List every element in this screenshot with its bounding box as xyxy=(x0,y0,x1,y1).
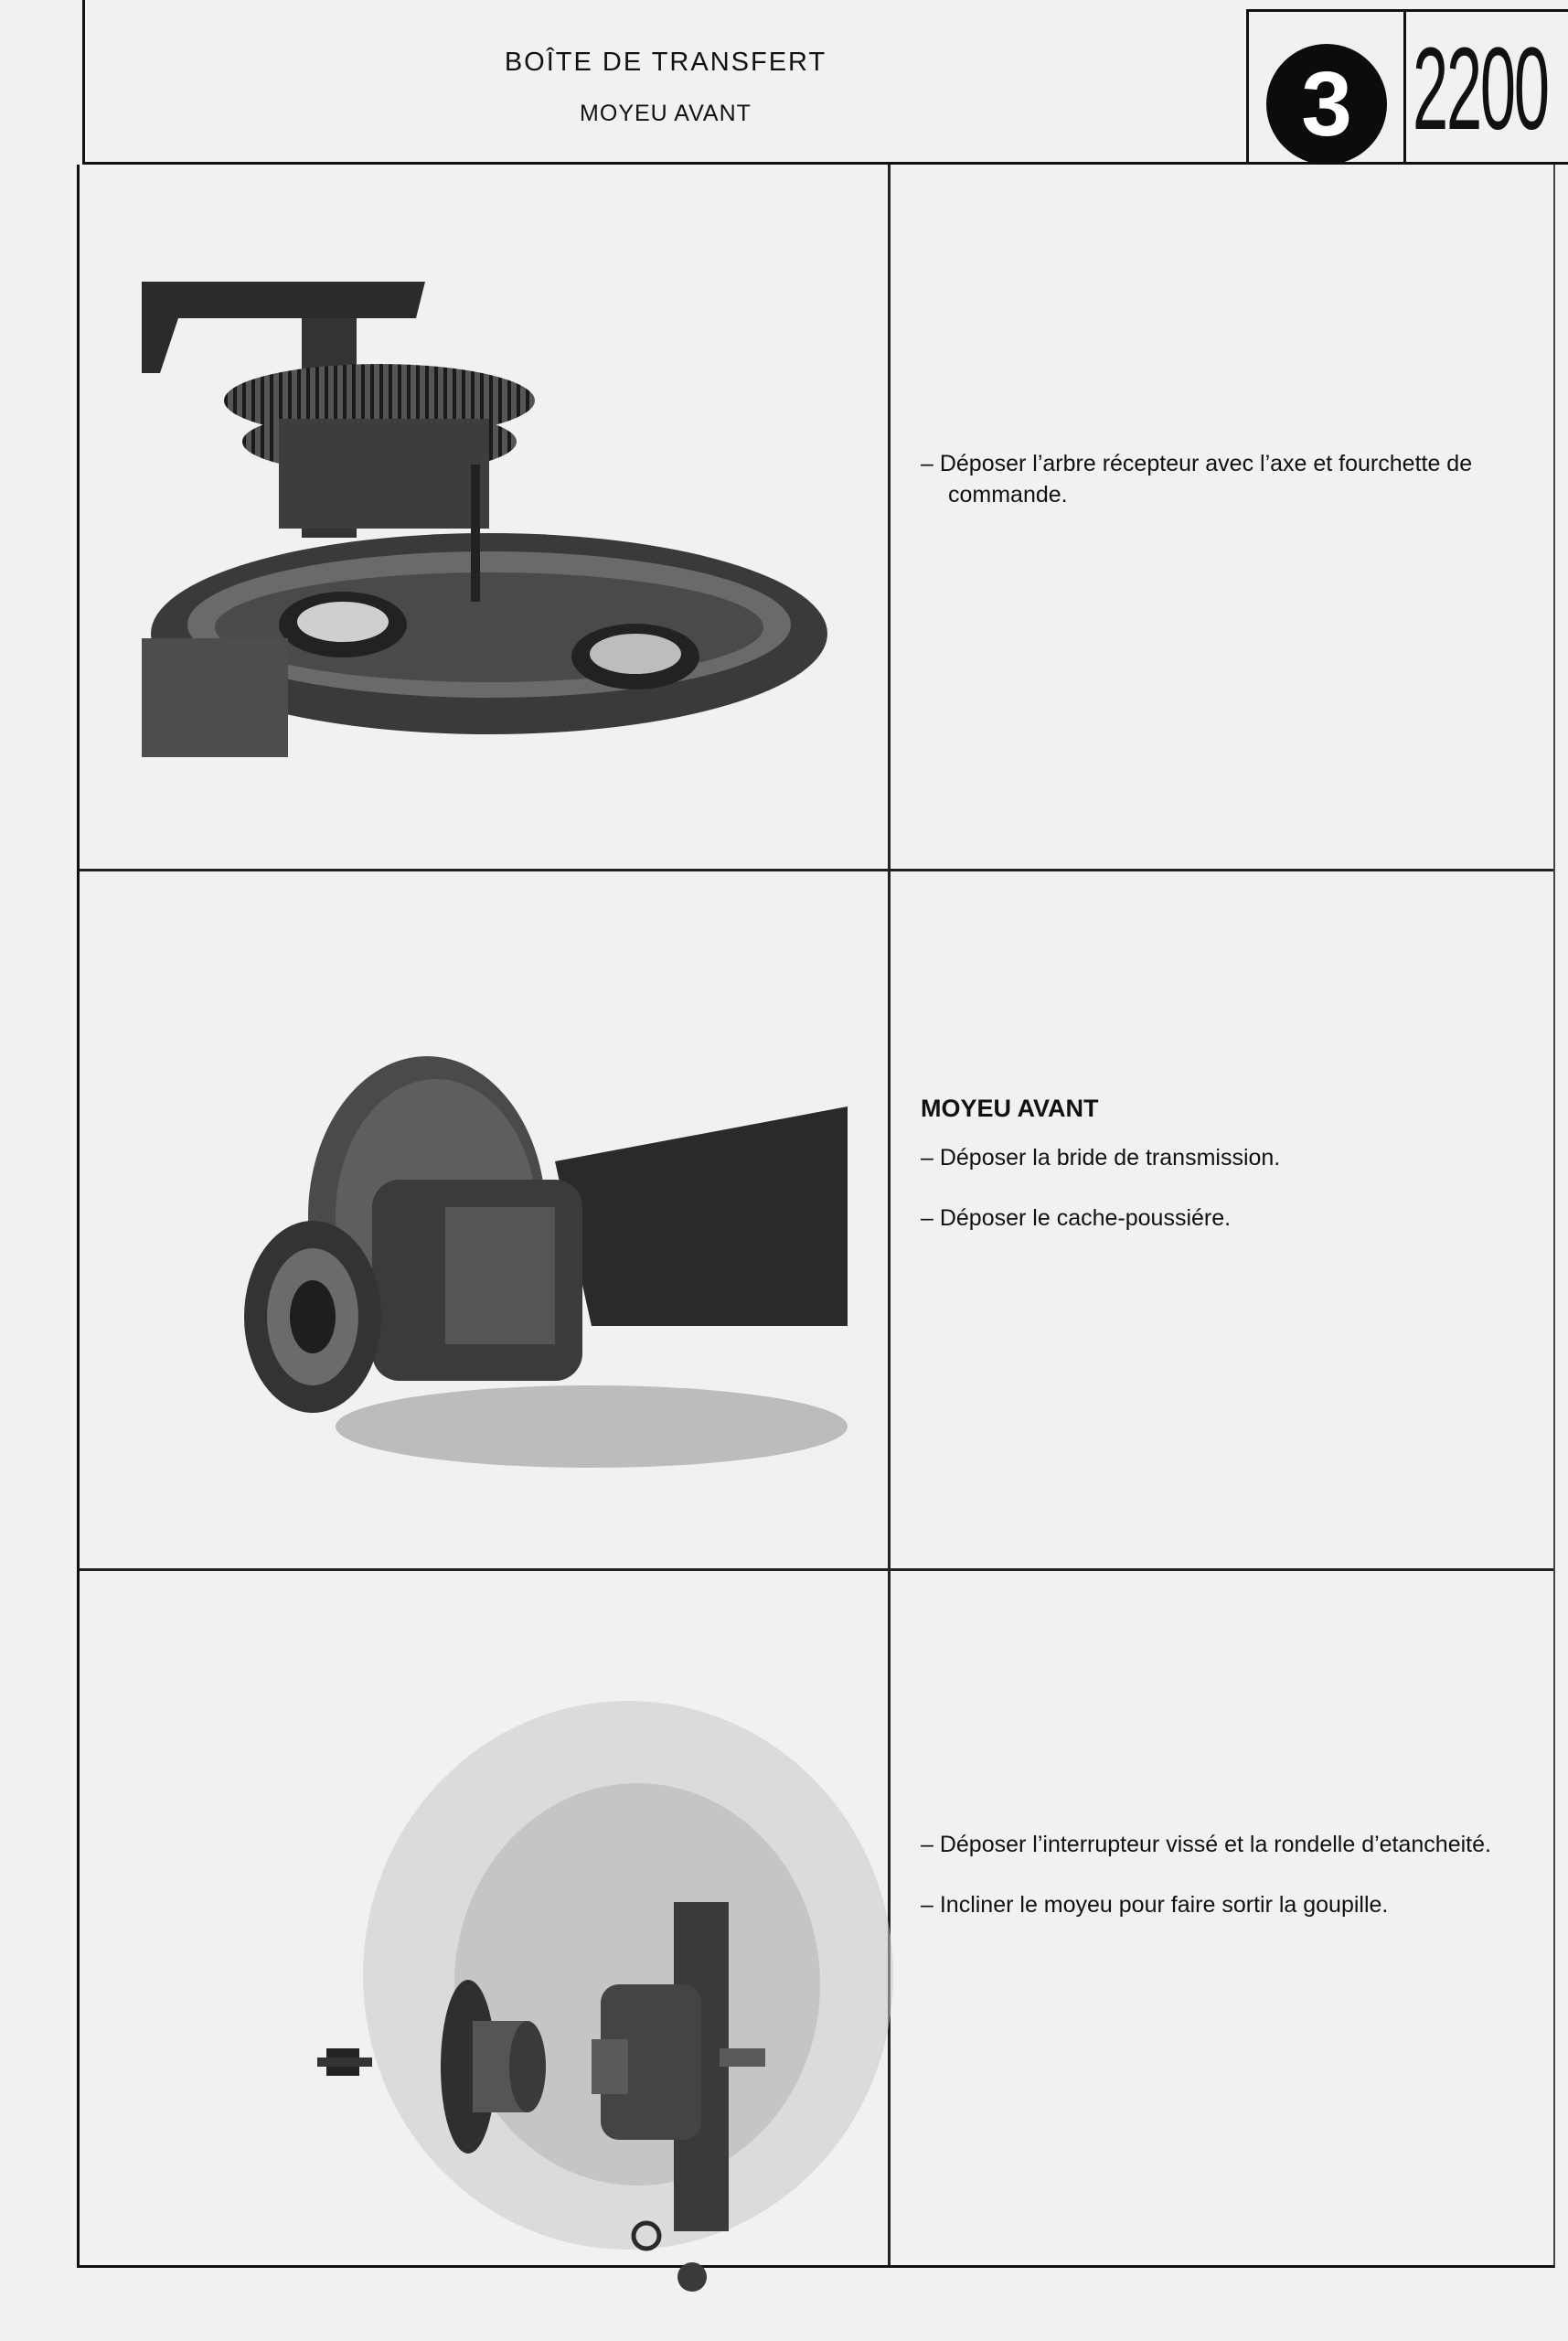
gearbox-shaft-fork-photo xyxy=(142,282,827,757)
page-number: 2200 xyxy=(1413,24,1548,155)
page-header xyxy=(82,0,1568,165)
header-divider xyxy=(1246,9,1249,163)
step-3-text xyxy=(921,1829,1561,1950)
step-2-text xyxy=(921,1093,1542,1263)
row-divider xyxy=(80,1568,1553,1571)
hub-parts-exploded-photo xyxy=(244,1683,902,2323)
step-1-text xyxy=(921,448,1542,540)
page-subtitle: MOYEU AVANT xyxy=(580,101,752,126)
instruction-line: – Incliner le moyeu pour faire sortir la goupille. xyxy=(921,1892,1389,1918)
instruction-line: – Déposer l’arbre récepteur avec l’axe et fourchette de commande. xyxy=(921,451,1473,508)
instruction-line: – Déposer l’interrupteur vissé et la rondelle d’etancheité. xyxy=(921,1832,1491,1857)
procedure-grid xyxy=(77,165,1555,2268)
instruction-line: – Déposer le cache-poussiére. xyxy=(921,1205,1232,1231)
header-divider xyxy=(1403,9,1406,163)
chapter-badge: 3 xyxy=(1266,44,1387,165)
header-divider xyxy=(1246,9,1568,12)
row-divider xyxy=(80,869,1553,871)
section-heading: MOYEU AVANT xyxy=(921,1095,1099,1122)
page-title: BOÎTE DE TRANSFERT xyxy=(504,48,827,77)
front-hub-flange-photo xyxy=(244,1052,848,1472)
instruction-line: – Déposer la bride de transmission. xyxy=(921,1145,1281,1170)
